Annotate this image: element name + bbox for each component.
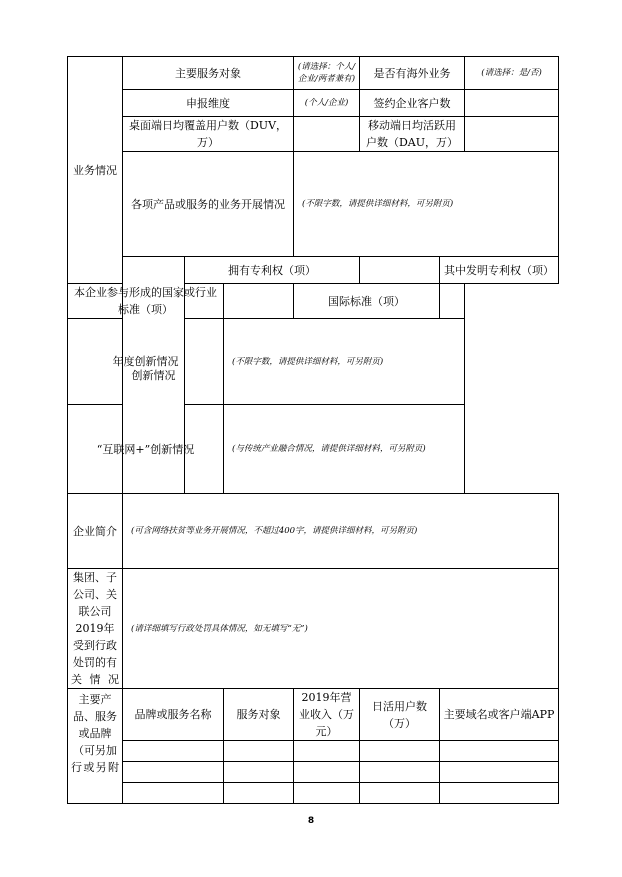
products-header-domain: 主要域名或客户端APP (440, 689, 559, 741)
annual-innovation-label: 年度创新情况 (68, 319, 224, 405)
intl-standards-field[interactable] (440, 284, 465, 319)
contract-clients-label: 签约企业客户数 (360, 90, 465, 117)
overseas-field[interactable]: (请选择：是/否) (465, 57, 559, 90)
table-row (68, 783, 559, 804)
products-services-field[interactable]: (不限字数，请提供详细材料，可另附页) (294, 152, 559, 257)
products-header-target: 服务对象 (224, 689, 294, 741)
penalty-field[interactable]: (请详细填写行政处罚具体情况，如无填写“无”) (123, 569, 559, 689)
products-services-label: 各项产品或服务的业务开展情况 (123, 152, 294, 257)
dau-label: 移动端日均活跃用户数（DAU，万） (360, 117, 465, 152)
dimension-field[interactable]: (个人/企业) (294, 90, 360, 117)
section-intro-label: 企业简介 (68, 494, 123, 569)
section-products-label: 主要产品、服务或品牌（可另加行或另附 (68, 689, 123, 804)
section-penalty-label: 集团、子公司、关联公司2019年受到行政处罚的有关情况 (68, 569, 123, 689)
application-form-table (67, 56, 559, 804)
product-cell[interactable] (224, 783, 294, 804)
product-cell[interactable] (224, 762, 294, 783)
table-row (68, 741, 559, 762)
internet-plus-field[interactable]: (与传统产业融合情况，请提供详细材料，可另附页) (224, 405, 465, 494)
service-target-label: 主要服务对象 (123, 57, 294, 90)
patents-label: 拥有专利权（项） (185, 257, 360, 284)
invention-patents-label: 其中发明专利权（项） (440, 257, 559, 284)
duv-label: 桌面端日均覆盖用户数（DUV，万） (123, 117, 294, 152)
dimension-label: 申报维度 (123, 90, 294, 117)
product-cell[interactable] (123, 741, 224, 762)
product-cell[interactable] (440, 783, 559, 804)
product-cell[interactable] (123, 783, 224, 804)
product-cell[interactable] (224, 741, 294, 762)
products-header-name: 品牌或服务名称 (123, 689, 224, 741)
product-cell[interactable] (294, 762, 360, 783)
internet-plus-label: “互联网+”创新情况 (68, 405, 224, 494)
product-cell[interactable] (440, 762, 559, 783)
patents-field[interactable] (360, 257, 440, 284)
product-cell[interactable] (440, 741, 559, 762)
product-cell[interactable] (360, 762, 440, 783)
duv-field[interactable] (294, 117, 360, 152)
standards-label: 本企业参与形成的国家或行业标准（项） (68, 284, 224, 319)
section-innovation-label: 创新情况 (123, 257, 185, 494)
dau-field[interactable] (465, 117, 559, 152)
product-cell[interactable] (123, 762, 224, 783)
contract-clients-field[interactable] (465, 90, 559, 117)
section-business-label: 业务情况 (68, 57, 123, 284)
intl-standards-label: 国际标准（项） (294, 284, 440, 319)
product-cell[interactable] (360, 741, 440, 762)
service-target-field[interactable]: (请选择：个人/企业/两者兼有) (294, 57, 360, 90)
table-row (68, 762, 559, 783)
product-cell[interactable] (294, 741, 360, 762)
product-cell[interactable] (360, 783, 440, 804)
intro-field[interactable]: (可含网络扶贫等业务开展情况，不超过400字，请提供详细材料，可另附页) (123, 494, 559, 569)
overseas-label: 是否有海外业务 (360, 57, 465, 90)
product-cell[interactable] (294, 783, 360, 804)
page-number: 8 (307, 816, 315, 826)
products-header-dau: 日活用户数（万） (360, 689, 440, 741)
products-header-revenue: 2019年营业收入（万元） (294, 689, 360, 741)
annual-innovation-field[interactable]: (不限字数，请提供详细材料，可另附页) (224, 319, 465, 405)
standards-field[interactable] (224, 284, 294, 319)
